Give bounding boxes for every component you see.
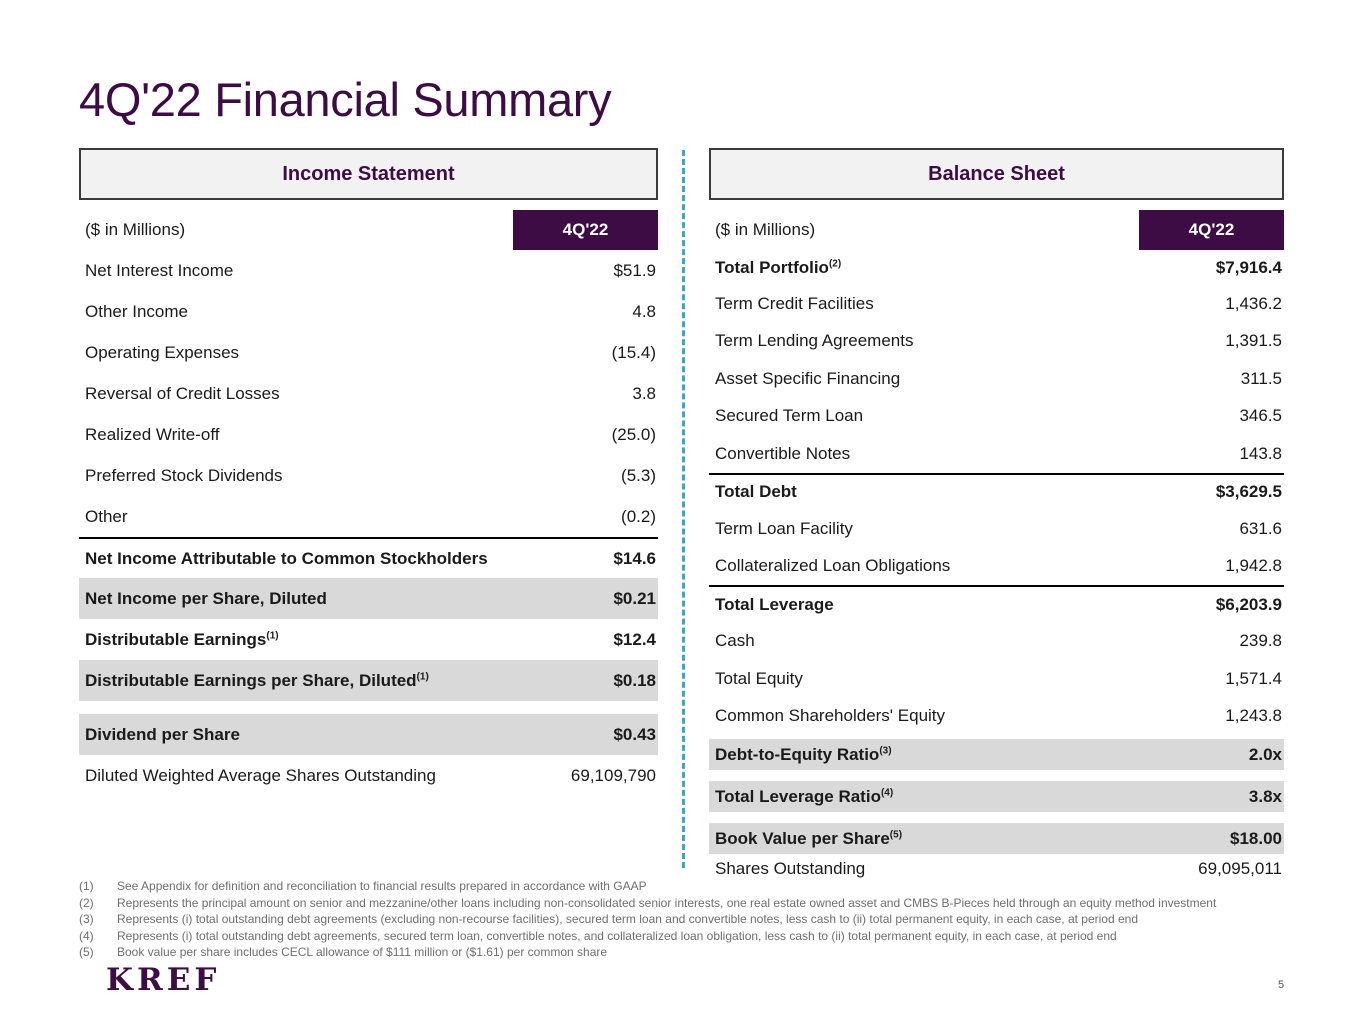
income-row: [79, 291, 658, 332]
balance-row-label: Debt-to-Equity Ratio$^{(3)}$: [715, 744, 892, 764]
income-row-value: (15.4): [611, 342, 656, 362]
income-row: [79, 332, 658, 373]
balance-unit-label: ($ in Millions): [715, 220, 816, 239]
balance-row-value: 3.8x: [1248, 786, 1282, 806]
footnote: [79, 895, 1339, 912]
income-row: [79, 619, 658, 660]
balance-row: [709, 250, 1284, 285]
income-row-label: Other: [85, 506, 128, 526]
balance-period-header: 4Q'22: [1139, 210, 1284, 250]
balance-row-label: Collateralized Loan Obligations: [715, 556, 951, 576]
balance-row-label: Term Lending Agreements: [715, 331, 914, 351]
income-row-label: Net Interest Income: [85, 260, 234, 280]
footnote-ref: (2): [828, 257, 842, 269]
balance-row: [709, 585, 1284, 623]
income-rows: [79, 250, 658, 796]
income-row: [79, 537, 658, 578]
income-statement-header: Income Statement: [79, 148, 658, 200]
income-row-label: Other Income: [85, 301, 188, 321]
income-column-header: [79, 210, 658, 250]
footnote-number: (5): [79, 945, 94, 960]
balance-column-header: [709, 210, 1284, 250]
income-unit-label: ($ in Millions): [85, 220, 186, 239]
balance-row-label: Asset Specific Financing: [715, 368, 901, 388]
balance-row: [709, 323, 1284, 361]
footnote-number: (2): [79, 895, 94, 910]
balance-row-label: Total Portfolio$^{(2)}$: [715, 257, 842, 277]
income-row-value: $0.18: [613, 670, 656, 690]
income-row-label: Distributable Earnings$^{(1)}$: [85, 629, 279, 649]
balance-row: [709, 623, 1284, 661]
income-period-header: 4Q'22: [513, 210, 658, 250]
balance-row-value: 346.5: [1239, 406, 1282, 426]
income-row: [79, 414, 658, 455]
income-row-value: $14.6: [613, 548, 656, 568]
balance-row-label: Total Leverage: [715, 594, 834, 614]
balance-row: [709, 510, 1284, 548]
income-row-label: Operating Expenses: [85, 342, 240, 362]
income-row: [79, 250, 658, 291]
income-row-value: 4.8: [632, 301, 656, 321]
balance-row-value: $6,203.9: [1215, 594, 1282, 614]
footnote: [79, 911, 1339, 928]
income-row-label: Net Income Attributable to Common Stockholders: [85, 548, 488, 568]
income-row-value: $0.21: [613, 588, 656, 608]
balance-row-label: Total Leverage Ratio$^{(4)}$: [715, 786, 894, 806]
balance-row-label: Shares Outstanding: [715, 859, 866, 878]
income-row: [79, 373, 658, 414]
income-row-value: (25.0): [611, 424, 656, 444]
income-row: [79, 755, 658, 796]
footnote-text: See Appendix for definition and reconciliation to financial results prepared in accordance with GAAP: [117, 879, 647, 893]
footnote: [79, 878, 1339, 895]
page-number: 5: [1278, 979, 1285, 991]
panel-divider: [682, 150, 685, 868]
balance-row: [709, 660, 1284, 698]
balance-sheet-header: Balance Sheet: [709, 148, 1284, 200]
balance-row-value: 1,391.5: [1225, 331, 1282, 351]
income-row-label: Reversal of Credit Losses: [85, 383, 280, 403]
balance-row-value: 69,095,011: [1198, 859, 1282, 878]
income-row-label: Distributable Earnings per Share, Diluted$^{(1)}$: [85, 670, 429, 690]
balance-row-value: 1,571.4: [1225, 668, 1282, 688]
balance-sheet-panel: [709, 148, 1284, 884]
balance-rows: [709, 250, 1284, 884]
footnote-text: Represents the principal amount on senior and mezzanine/other loans including non-consolidated senior interests, one real estate owned asset and CMBS B-Pieces held through an equity method investment: [117, 895, 1217, 910]
balance-row: [709, 398, 1284, 436]
income-row-label: Dividend per Share: [85, 724, 240, 744]
income-row-value: $51.9: [613, 260, 656, 280]
income-row-value: 69,109,790: [570, 765, 656, 785]
income-row-value: (5.3): [621, 465, 656, 485]
income-row: [79, 455, 658, 496]
balance-row: [709, 739, 1284, 770]
footnote-text: Book value per share includes CECL allowance of $111 million or ($1.61) per common share: [117, 945, 608, 960]
balance-row-label: Convertible Notes: [715, 443, 851, 463]
balance-row-value: 1,942.8: [1225, 556, 1282, 576]
balance-row-label: Secured Term Loan: [715, 406, 864, 426]
footnote-number: (1): [79, 879, 94, 893]
footnote-ref: (5): [889, 828, 903, 840]
balance-row-value: $7,916.4: [1215, 257, 1282, 277]
page-title: 4Q'22 Financial Summary: [79, 73, 612, 126]
balance-row-value: 311.5: [1240, 368, 1282, 388]
income-row-label: Preferred Stock Dividends: [85, 465, 283, 485]
balance-row-label: Total Debt: [715, 482, 797, 502]
balance-row-label: Book Value per Share$^{(5)}$: [715, 828, 903, 848]
balance-row-value: 631.6: [1239, 518, 1282, 538]
balance-row-value: 2.0x: [1248, 744, 1282, 764]
balance-row-label: Cash: [715, 631, 755, 651]
income-row-value: (0.2): [621, 506, 656, 526]
footnote-number: (4): [79, 928, 94, 943]
balance-row-label: Total Equity: [715, 668, 803, 688]
balance-row-value: $3,629.5: [1215, 482, 1282, 502]
income-row-value: $12.4: [613, 629, 656, 649]
footnote-text: Represents (i) total outstanding debt agreements (excluding non-recourse facilities), secured term loan and convertible notes, less cash to (ii) total permanent equity, in each case, at period end: [117, 912, 1138, 927]
balance-row-value: 1,243.8: [1225, 706, 1282, 726]
income-row: [79, 714, 658, 755]
income-row-value: 3.8: [632, 383, 656, 403]
balance-row-value: 143.8: [1239, 443, 1282, 463]
income-row-label: Net Income per Share, Diluted: [85, 588, 327, 608]
balance-row: [709, 360, 1284, 398]
balance-row: [709, 698, 1284, 736]
balance-row-value: $18.00: [1230, 828, 1282, 848]
balance-row: [709, 473, 1284, 511]
balance-row: [709, 435, 1284, 473]
footnote-ref: (4): [880, 786, 894, 798]
footnote: [79, 928, 1339, 945]
income-row: [79, 660, 658, 701]
footnotes: [79, 878, 1339, 961]
income-row-value: $0.43: [613, 724, 656, 744]
balance-row-label: Common Shareholders' Equity: [715, 706, 946, 726]
balance-row: [709, 781, 1284, 812]
balance-row-label: Term Loan Facility: [715, 518, 853, 538]
footnote-ref: (1): [266, 629, 279, 641]
balance-row: [709, 285, 1284, 323]
balance-row: [709, 548, 1284, 586]
income-row: [79, 496, 658, 537]
income-statement-panel: [79, 148, 658, 796]
footnote: [79, 944, 1339, 961]
income-row: [79, 578, 658, 619]
balance-row-value: 239.8: [1239, 631, 1282, 651]
balance-row-value: 1,436.2: [1225, 293, 1282, 313]
income-row-label: Diluted Weighted Average Shares Outstanding: [85, 765, 436, 785]
balance-row-label: Term Credit Facilities: [715, 293, 874, 313]
income-row-label: Realized Write-off: [85, 424, 220, 444]
kref-logo: KREF: [106, 962, 221, 998]
footnote-text: Represents (i) total outstanding debt agreements, secured term loan, convertible notes, and collateralized loan obligation, less cash to (ii) total permanent equity, in each case, at period end: [117, 928, 1117, 943]
footnote-ref: (1): [416, 670, 429, 682]
footnote-ref: (3): [879, 744, 892, 756]
footnote-number: (3): [79, 912, 94, 927]
balance-row: [709, 823, 1284, 854]
